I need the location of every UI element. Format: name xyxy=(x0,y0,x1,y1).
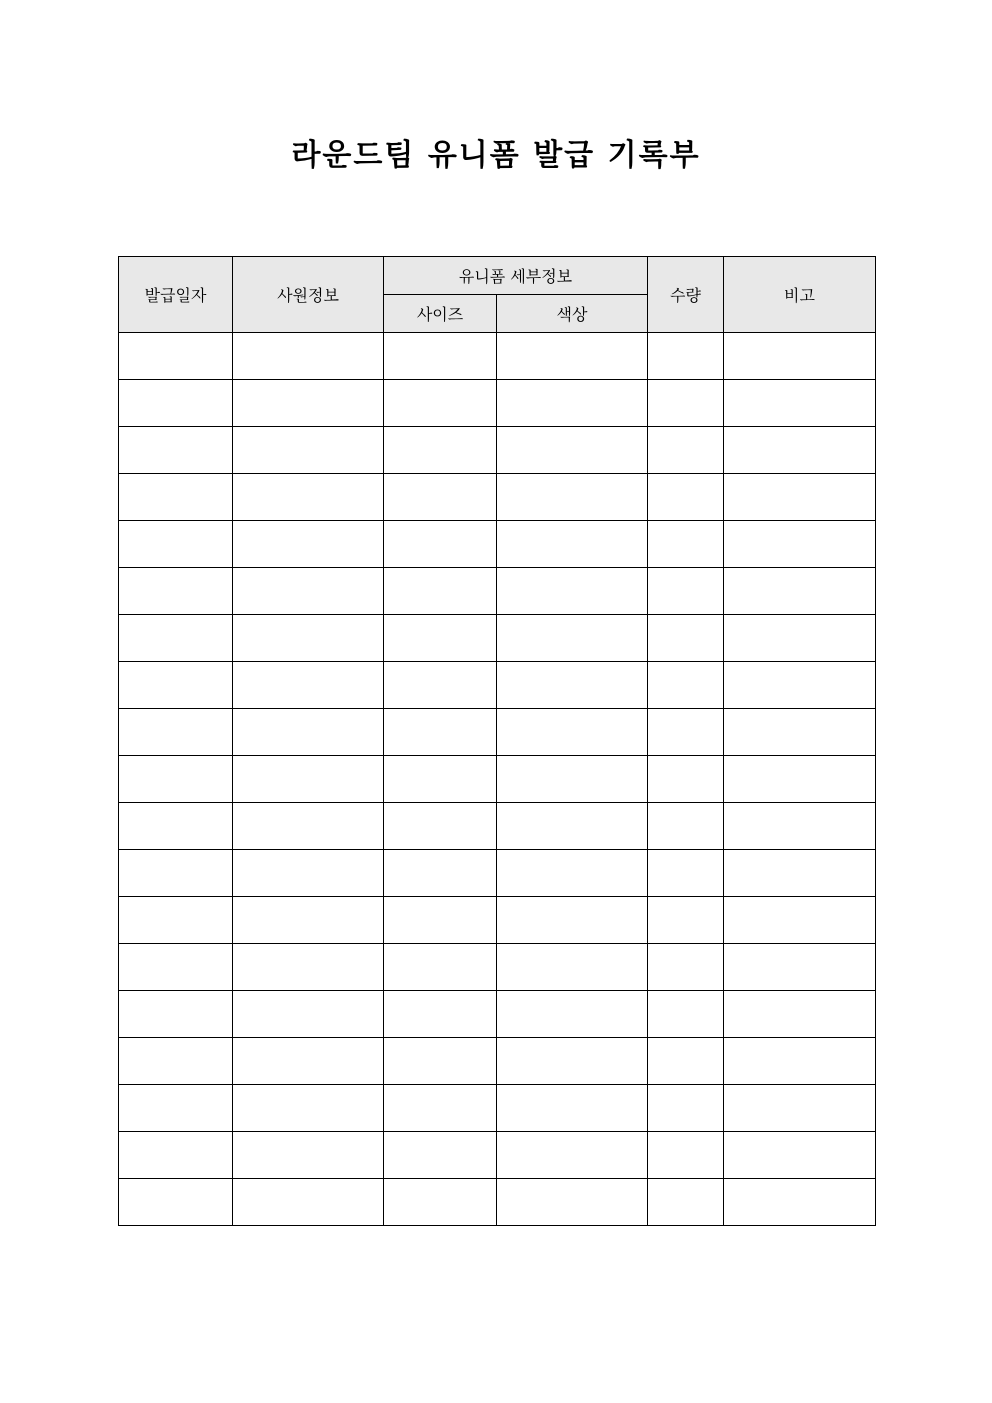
cell-date[interactable] xyxy=(119,380,233,427)
cell-color[interactable] xyxy=(497,474,648,521)
cell-size[interactable] xyxy=(384,709,497,756)
cell-quantity[interactable] xyxy=(648,991,724,1038)
table-row xyxy=(119,991,876,1038)
table-row xyxy=(119,850,876,897)
cell-size[interactable] xyxy=(384,756,497,803)
cell-quantity[interactable] xyxy=(648,521,724,568)
cell-note[interactable] xyxy=(724,709,876,756)
cell-color[interactable] xyxy=(497,944,648,991)
cell-date[interactable] xyxy=(119,1085,233,1132)
cell-employee[interactable] xyxy=(233,803,384,850)
cell-employee[interactable] xyxy=(233,427,384,474)
cell-date[interactable] xyxy=(119,756,233,803)
cell-employee[interactable] xyxy=(233,380,384,427)
cell-size[interactable] xyxy=(384,803,497,850)
table-row xyxy=(119,1179,876,1226)
cell-size[interactable] xyxy=(384,615,497,662)
cell-color[interactable] xyxy=(497,756,648,803)
table-row xyxy=(119,521,876,568)
table-row xyxy=(119,709,876,756)
cell-color[interactable] xyxy=(497,709,648,756)
cell-note[interactable] xyxy=(724,1132,876,1179)
cell-date[interactable] xyxy=(119,662,233,709)
table-body xyxy=(119,333,876,1226)
cell-size[interactable] xyxy=(384,991,497,1038)
cell-quantity[interactable] xyxy=(648,944,724,991)
cell-date[interactable] xyxy=(119,474,233,521)
cell-employee[interactable] xyxy=(233,474,384,521)
header-date: 발급일자 xyxy=(119,257,233,333)
page-title: 라운드팀 유니폼 발급 기록부 xyxy=(291,138,701,173)
cell-date[interactable] xyxy=(119,897,233,944)
cell-employee[interactable] xyxy=(233,333,384,380)
cell-quantity[interactable] xyxy=(648,1179,724,1226)
header-row xyxy=(119,257,876,295)
table-row xyxy=(119,1085,876,1132)
cell-color[interactable] xyxy=(497,380,648,427)
cell-note[interactable] xyxy=(724,427,876,474)
header-note: 비고 xyxy=(724,257,876,333)
cell-color[interactable] xyxy=(497,1132,648,1179)
cell-color[interactable] xyxy=(497,427,648,474)
cell-note[interactable] xyxy=(724,474,876,521)
cell-color[interactable] xyxy=(497,1085,648,1132)
cell-date[interactable] xyxy=(119,944,233,991)
cell-note[interactable] xyxy=(724,568,876,615)
cell-employee[interactable] xyxy=(233,521,384,568)
cell-date[interactable] xyxy=(119,1132,233,1179)
table-row xyxy=(119,1038,876,1085)
cell-employee[interactable] xyxy=(233,1179,384,1226)
cell-note[interactable] xyxy=(724,756,876,803)
cell-quantity[interactable] xyxy=(648,380,724,427)
cell-color[interactable] xyxy=(497,991,648,1038)
cell-quantity[interactable] xyxy=(648,568,724,615)
cell-quantity[interactable] xyxy=(648,897,724,944)
cell-size[interactable] xyxy=(384,474,497,521)
table-row xyxy=(119,1132,876,1179)
cell-note[interactable] xyxy=(724,991,876,1038)
table-row xyxy=(119,803,876,850)
cell-quantity[interactable] xyxy=(648,803,724,850)
cell-employee[interactable] xyxy=(233,991,384,1038)
table-row xyxy=(119,474,876,521)
cell-note[interactable] xyxy=(724,944,876,991)
cell-employee[interactable] xyxy=(233,709,384,756)
cell-date[interactable] xyxy=(119,803,233,850)
table-row xyxy=(119,944,876,991)
cell-date[interactable] xyxy=(119,850,233,897)
cell-color[interactable] xyxy=(497,1179,648,1226)
cell-date[interactable] xyxy=(119,333,233,380)
cell-employee[interactable] xyxy=(233,897,384,944)
cell-note[interactable] xyxy=(724,333,876,380)
cell-employee[interactable] xyxy=(233,756,384,803)
cell-note[interactable] xyxy=(724,803,876,850)
cell-color[interactable] xyxy=(497,662,648,709)
cell-size[interactable] xyxy=(384,850,497,897)
cell-quantity[interactable] xyxy=(648,474,724,521)
cell-note[interactable] xyxy=(724,615,876,662)
cell-date[interactable] xyxy=(119,615,233,662)
cell-quantity[interactable] xyxy=(648,662,724,709)
cell-size[interactable] xyxy=(384,1038,497,1085)
cell-quantity[interactable] xyxy=(648,427,724,474)
cell-quantity[interactable] xyxy=(648,756,724,803)
cell-note[interactable] xyxy=(724,1085,876,1132)
cell-quantity[interactable] xyxy=(648,1132,724,1179)
cell-employee[interactable] xyxy=(233,568,384,615)
cell-size[interactable] xyxy=(384,1179,497,1226)
cell-color[interactable] xyxy=(497,1038,648,1085)
cell-color[interactable] xyxy=(497,850,648,897)
cell-employee[interactable] xyxy=(233,615,384,662)
table-row xyxy=(119,427,876,474)
cell-note[interactable] xyxy=(724,380,876,427)
cell-color[interactable] xyxy=(497,568,648,615)
cell-color[interactable] xyxy=(497,897,648,944)
cell-color[interactable] xyxy=(497,333,648,380)
cell-size[interactable] xyxy=(384,521,497,568)
cell-note[interactable] xyxy=(724,897,876,944)
table-row xyxy=(119,662,876,709)
table-row xyxy=(119,615,876,662)
cell-note[interactable] xyxy=(724,1179,876,1226)
cell-quantity[interactable] xyxy=(648,850,724,897)
cell-note[interactable] xyxy=(724,850,876,897)
cell-size[interactable] xyxy=(384,944,497,991)
cell-quantity[interactable] xyxy=(648,333,724,380)
cell-employee[interactable] xyxy=(233,944,384,991)
cell-note[interactable] xyxy=(724,1038,876,1085)
cell-size[interactable] xyxy=(384,1085,497,1132)
cell-size[interactable] xyxy=(384,662,497,709)
header-uniform-details: 유니폼 세부정보 xyxy=(384,257,648,295)
cell-color[interactable] xyxy=(497,521,648,568)
cell-date[interactable] xyxy=(119,427,233,474)
cell-employee[interactable] xyxy=(233,1085,384,1132)
cell-note[interactable] xyxy=(724,521,876,568)
cell-note[interactable] xyxy=(724,662,876,709)
cell-employee[interactable] xyxy=(233,1038,384,1085)
cell-color[interactable] xyxy=(497,615,648,662)
cell-quantity[interactable] xyxy=(648,1085,724,1132)
cell-date[interactable] xyxy=(119,1179,233,1226)
cell-size[interactable] xyxy=(384,1132,497,1179)
table-row xyxy=(119,897,876,944)
cell-date[interactable] xyxy=(119,568,233,615)
header-quantity: 수량 xyxy=(648,257,724,333)
table-row xyxy=(119,756,876,803)
cell-quantity[interactable] xyxy=(648,1038,724,1085)
cell-date[interactable] xyxy=(119,991,233,1038)
cell-date[interactable] xyxy=(119,521,233,568)
table-row xyxy=(119,380,876,427)
cell-size[interactable] xyxy=(384,568,497,615)
cell-date[interactable] xyxy=(119,1038,233,1085)
header-employee: 사원정보 xyxy=(233,257,384,333)
uniform-issue-table xyxy=(118,256,876,1226)
cell-employee[interactable] xyxy=(233,662,384,709)
cell-size[interactable] xyxy=(384,427,497,474)
cell-color[interactable] xyxy=(497,803,648,850)
header-size: 사이즈 xyxy=(384,295,497,333)
cell-employee[interactable] xyxy=(233,1132,384,1179)
cell-quantity[interactable] xyxy=(648,709,724,756)
table-row xyxy=(119,333,876,380)
cell-size[interactable] xyxy=(384,897,497,944)
table-row xyxy=(119,568,876,615)
cell-quantity[interactable] xyxy=(648,615,724,662)
cell-size[interactable] xyxy=(384,333,497,380)
cell-size[interactable] xyxy=(384,380,497,427)
cell-employee[interactable] xyxy=(233,850,384,897)
cell-date[interactable] xyxy=(119,709,233,756)
header-color: 색상 xyxy=(497,295,648,333)
